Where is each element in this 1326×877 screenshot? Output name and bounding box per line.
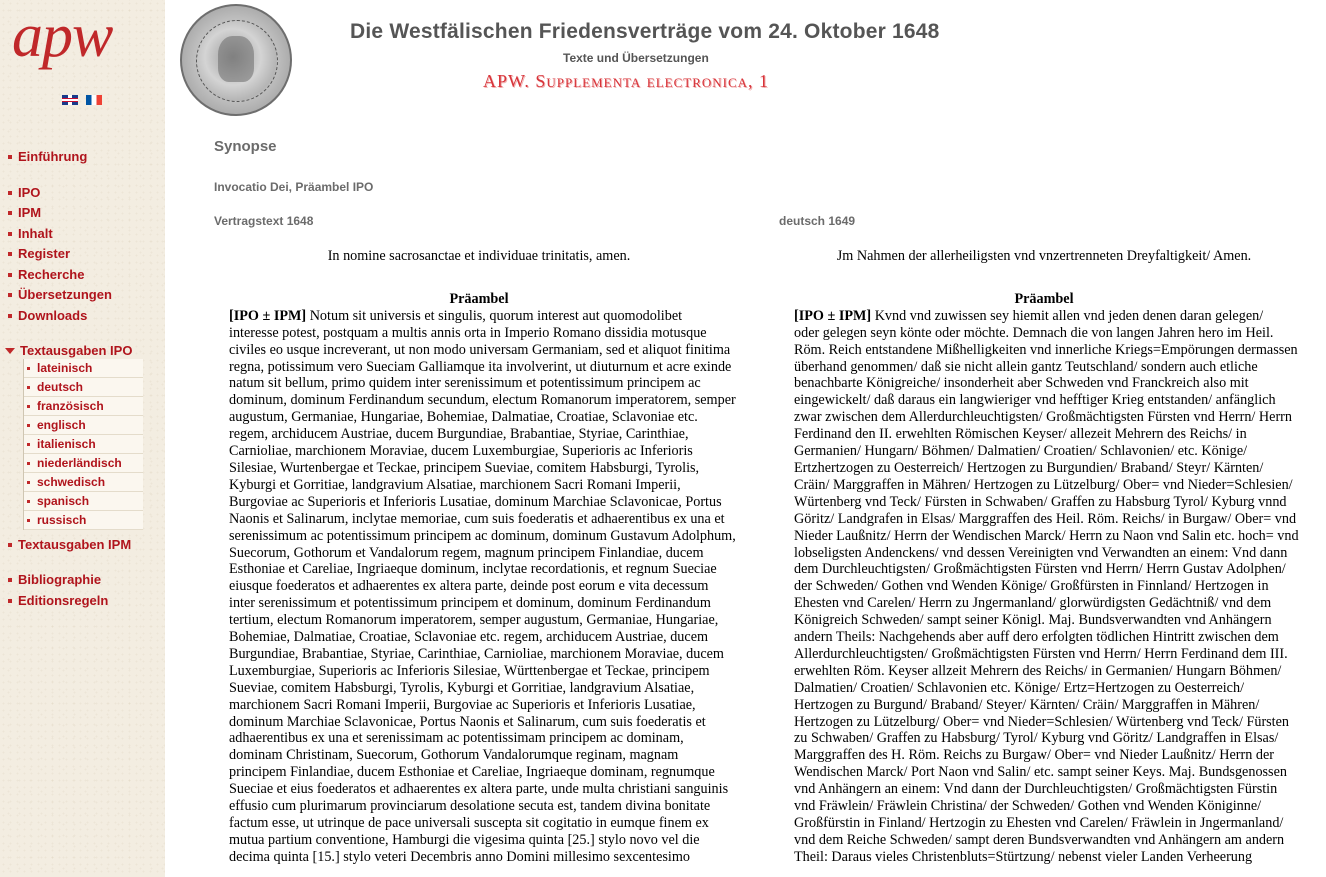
bullet-icon <box>8 252 12 256</box>
nav-ipm[interactable]: IPM <box>8 205 41 221</box>
text-line: Ehesten vnd Carelen/ Herrn zu Jngermanland/ glorwürdigsten Gedächtniß/ vnd dem <box>794 595 1272 612</box>
text-line: natum sit bellum, primo quidem inter serenissimum et potentissimum principem ac <box>229 375 701 392</box>
text-line: Germanien/ Hungarn/ Böhmen/ Dalmatien/ Croatien/ Schlavonien/ etc. Könige/ <box>794 443 1248 460</box>
sub-item-lateinisch[interactable]: lateinisch <box>24 359 143 378</box>
text-line: zwar zwischen dem Allerdurchleuchtigsten/ Großmächtigsten Fürsten vnd Herrn/ Herrn <box>794 409 1292 426</box>
subsection-title: Invocatio Dei, Präambel IPO <box>214 180 374 194</box>
series-title: APW. Supplementa electronica, 1 <box>483 71 770 91</box>
preamble-heading-german: Präambel <box>1014 290 1074 307</box>
text-line: Königreich Schweden/ sampt seiner Königl. Maj. Bundsverwandten vnd Anhängern <box>794 612 1272 629</box>
bullet-icon <box>27 424 30 427</box>
text-line: Burgundiae, Brabantiae, Styriae, Carinthiae, Carnioliae, marchionem Moraviae, ducem <box>229 645 724 662</box>
text-line: Würtenberg vnd Teck/ Fürsten in Schwaben/ Graffen zu Habsburg Tyrol/ Kyburg vnnd <box>794 493 1287 510</box>
seal-image <box>180 4 292 116</box>
french-flag-icon[interactable] <box>86 95 102 105</box>
text-line: principem Finlandiae, ducem Esthoniae et Careliae, Ingriaeque dominam, regnumque <box>229 764 715 781</box>
text-line: dominam Christinam, Suecorum, Gothorum Vandalorumque reginam, magnam <box>229 747 679 764</box>
text-line: vnd dem Reiche Schweden/ sampt deren Bundsverwandten vnd Anhängern am andern <box>794 831 1285 848</box>
sub-item-russisch[interactable]: russisch <box>24 511 143 530</box>
text-line: vnd Fräwlein/ Fräwlein Christina/ der Schweden/ Gothen vnd Wenden Königinne/ <box>794 798 1262 815</box>
text-line: regem, archiducem Austriae, ducem Burgundiae, Brabantiae, Styriae, Carinthiae, <box>229 426 689 443</box>
text-line: Kyburgi et Gorritiae, landgravium Alsatiae, marchionem Sacri Romani Imperii, <box>229 476 681 493</box>
text-line: inter serenissimum et potentissimum principem et dominum, dominum Ferdinandum <box>229 595 711 612</box>
text-line: regna, potissimum vero Sueciam Galliamque ita involverint, ut diuturnum et acre exinde <box>229 358 732 375</box>
text-line: Luxemburgiae, Superioris ac Inferioris Silesiae, Württenbergae et Teckae, principem <box>229 662 710 679</box>
bullet-icon <box>8 155 12 159</box>
preamble-text-latin <box>214 308 744 866</box>
section-title: Synopse <box>214 138 277 155</box>
bullet-icon <box>27 405 30 408</box>
text-line: Burgoviae ac Superioris et Inferioris Lusatiae, dominum Marchiae Sclavonicae, Portus <box>229 493 722 510</box>
nav-inhalt[interactable]: Inhalt <box>8 226 53 242</box>
apw-logo[interactable]: apw <box>12 2 113 70</box>
text-line: Naonis et Salinarum, inclytae memoriae, cum suis foederatis et adhaerentibus ex una et <box>229 510 725 527</box>
text-line: Ferdinand den II. erwehlten Römischen Keyser/ allezeit Mehrern des Reichs/ in <box>794 426 1247 443</box>
textausgaben-ipo-sublist <box>23 359 143 530</box>
triangle-down-icon <box>5 348 15 354</box>
text-line: zu Schwaben/ Graffen zu Habsburg/ Tyrol/ Kyburg vnd Göritz/ Landgraffen in Elsas/ <box>794 730 1279 747</box>
text-line: Bohemiae, Dalmatiae, Croatiae, Sclavoniae etc. regem, archiducem Austriae, ducem <box>229 629 709 646</box>
text-line: decima quinta [15.] stylo veteri Decembris anno Domini millesimo sexcentesimo <box>229 848 690 865</box>
right-column-header: deutsch 1649 <box>779 214 856 228</box>
sub-item-englisch[interactable]: englisch <box>24 416 143 435</box>
text-line: mutua partium conventione, Hamburgi die vigesima quinta [25.] stylo novo vel die <box>229 831 700 848</box>
bullet-icon <box>8 232 12 236</box>
text-line: adhaerentibus ex una et serenissimam ac potentissimam principem ac dominam, <box>229 730 684 747</box>
english-flag-icon[interactable] <box>62 95 78 105</box>
sub-item-spanisch[interactable]: spanisch <box>24 492 143 511</box>
bullet-icon <box>27 519 30 522</box>
bullet-icon <box>8 314 12 318</box>
bullet-icon <box>27 481 30 484</box>
bullet-icon <box>8 273 12 277</box>
text-line: Suecorum, Gothorum et Vandalorum regem, magnum principem Finlandiae, ducem <box>229 544 704 561</box>
text-line: Theil: Daraus vieles Christenbluts=Stürtzung/ nebenst vieler Landen Verheerung <box>794 848 1253 865</box>
text-line: civiles eo usque increverant, ut non modo universam Germaniam, sed et aliquot finitima <box>229 341 731 358</box>
text-line: überhand genommen/ daß sie nicht allein gantz Teutschland/ sondern auch etliche <box>794 358 1258 375</box>
text-line: effusio cum plurimarum provinciarum desolatione secuta est, tandem divina bonitate <box>229 798 711 815</box>
ipo-ipm-marker: [IPO ± IPM] <box>229 307 307 324</box>
text-line: Esthoniae et Careliae, Ingriaeque dominum, inclytae recordationis, et regnum Sueciae <box>229 561 717 578</box>
text-line: Cräin/ Marggraffen in Mähren/ Hertzogen zu Lützelburg/ Ober= vnd Nieder=Schlesien/ <box>794 476 1293 493</box>
text-line: Nieder Laußnitz/ Herrn der Wendischen Marck/ Herrn zu Naon vnd Salin etc. hoch= vnd <box>794 527 1299 544</box>
page-subtitle: Texte und Übersetzungen <box>563 51 709 65</box>
nav-textausgaben-ipm[interactable]: Textausgaben IPM <box>8 537 131 553</box>
nav-einfuehrung[interactable]: Einführung <box>8 149 87 165</box>
bullet-icon <box>27 367 30 370</box>
nav-register[interactable]: Register <box>8 246 70 262</box>
bullet-icon <box>8 599 12 603</box>
sub-item-franzoesisch[interactable]: französisch <box>24 397 143 416</box>
text-line: Göritz/ Landgrafen in Elsas/ Marggraffen des Heil. Röm. Reichs/ in Burgaw/ Ober= vnd <box>794 510 1297 527</box>
sub-item-deutsch[interactable]: deutsch <box>24 378 143 397</box>
text-line: lobseligsten Andenckens/ vnd dessen Vereinigten vnd Verwandten an einem: Vnd dann <box>794 544 1288 561</box>
text-line: benachbarte Königreiche/ insonderheit aber Schweden vnd Franckreich also mit <box>794 375 1249 392</box>
left-column-header: Vertragstext 1648 <box>214 214 314 228</box>
text-line: vnd Anhängern an einem: Vnd dann der Durchleuchtigsten/ Großmächtigsten Fürstin <box>794 781 1278 798</box>
sub-item-schwedisch[interactable]: schwedisch <box>24 473 143 492</box>
text-line: dominum Marchiae Sclavonicae, Portus Naonis et Salinarum, cum suis foederatis et <box>229 713 706 730</box>
text-line: augustum, Germaniae, Hungariae, Bohemiae, Dalmatiae, Croatiae, Sclavoniae etc. <box>229 409 698 426</box>
nav-downloads[interactable]: Downloads <box>8 308 87 324</box>
ipo-ipm-marker: [IPO ± IPM] <box>794 307 872 324</box>
text-line: tertium, electum Romanorum imperatorem, semper augustum, Germaniae, Hungariae, <box>229 612 719 629</box>
preamble-heading-latin: Präambel <box>449 290 509 307</box>
text-line: Carnioliae, marchionem Moraviae, ducem Luxemburgiae, Superioris ac Inferioris <box>229 443 693 460</box>
text-line: Großfürstin in Finland/ Hertzogin zu Ehesten vnd Carelen/ Fräwlein in Jngermanland/ <box>794 815 1284 831</box>
text-line: dominum, dominum Ferdinandum secundum, electum Romanorum imperatorem, semper <box>229 392 736 409</box>
sub-item-italienisch[interactable]: italienisch <box>24 435 143 454</box>
bullet-icon <box>8 578 12 582</box>
text-line: Hertzogen zu Lützelburg/ Ober= vnd Nieder=Schlesien/ Würtenberg vnd Teck/ Fürsten <box>794 713 1290 730</box>
nav-uebersetzungen[interactable]: Übersetzungen <box>8 287 112 303</box>
text-line: der Schweden/ Gothen vnd Wenden Könige/ Großfürsten in Finnland/ Hertzogen in <box>794 578 1269 595</box>
text-line: Ertzhertzogen zu Oesterreich/ Hertzogen zu Burgundien/ Braband/ Steyr/ Kärnten/ <box>794 459 1264 476</box>
text-line: erwehlten Röm. Keyser allzeit Mehrern des Reichs/ in Germanien/ Hungarn Böhmen/ <box>794 662 1282 679</box>
bullet-icon <box>27 443 30 446</box>
bullet-icon <box>27 386 30 389</box>
text-line: Allerdurchleuchtigsten/ Großmächtigsten Fürsten vnd Herrn/ Herrn Ferdinand dem III. <box>794 645 1288 662</box>
text-line: serenissimum ac potentissimum principem ac dominum, dominum Gustavum Adolphum, <box>229 527 736 544</box>
text-line: Silesiae, Wurtenbergae et Teckae, principem Sueviae, comitem Habsburgi, Tyrolis, <box>229 459 700 476</box>
text-line: Kvnd vnd zuwissen sey hiemit allen vnd jeden denen daran gelegen/ <box>874 307 1264 324</box>
text-line: Sueviae, comitem Habsburgi, Tyrolis, Kyburgi et Gorritiae, landgravium Alsatiae, <box>229 679 695 696</box>
text-line: factum esse, ut utrinque de pace universali suscepta sit cogitatio in eumque finem ex <box>229 815 709 831</box>
nav-recherche[interactable]: Recherche <box>8 267 84 283</box>
bullet-icon <box>27 462 30 465</box>
nav-bibliographie[interactable]: Bibliographie <box>8 572 101 588</box>
bullet-icon <box>8 211 12 215</box>
text-line: andern Theils: Nachgehends aber auff dero erfolgten tödlichen Hintritt zwischen dem <box>794 629 1279 646</box>
text-line: Notum sit universis et singulis, quorum interest aut quomodolibet <box>309 307 683 324</box>
text-line: oder gelegen seyn könte oder möchte. Demnach die von langen Jahren hero im Heil. <box>794 324 1274 341</box>
nav-textausgaben-ipo[interactable]: Textausgaben IPO <box>8 343 132 359</box>
text-line: Wendischen Marck/ Port Naon vnd Salin/ etc. sampt seiner Keys. Maj. Bundsgenossen <box>794 764 1287 781</box>
invocatio-german: Jm Nahmen der allerheiligsten vnd vnzertrenneten Dreyfaltigkeit/ Amen. <box>836 248 1252 264</box>
invocatio-latin: In nomine sacrosanctae et individuae trinitatis, amen. <box>327 248 631 264</box>
text-line: Dalmatien/ Croatien/ Schlavonien etc. Könige/ Ertz=Hertzogen zu Oesterreich/ <box>794 679 1245 696</box>
text-line: interesse potest, postquam a multis annis orta in Imperio Romano dissidia motusque <box>229 324 707 341</box>
bullet-icon <box>8 191 12 195</box>
preamble-text-german <box>779 308 1309 866</box>
text-line: eingewickelt/ daß daraus ein langwieriger vnd hefftiger Krieg entstanden/ anfänglich <box>794 392 1276 409</box>
sub-item-niederlaendisch[interactable]: niederländisch <box>24 454 143 473</box>
text-line: Röm. Reich entstandene Mißhelligkeiten vnd innerliche Kriegs=Empörungen dermassen <box>794 341 1298 358</box>
text-line: Marggraffen des H. Röm. Reichs zu Burgaw/ Ober= vnd Nieder Laußnitz/ Herrn der <box>794 747 1274 764</box>
latin-text-column <box>214 248 744 866</box>
bullet-icon <box>8 543 12 547</box>
text-line: Sueciae et eius foederatos et adhaerentes ex altera parte, unde multa christiani sanguinis <box>229 781 729 798</box>
nav-ipo[interactable]: IPO <box>8 185 40 201</box>
text-line: marchionem Sacri Romani Imperii, Burgoviae ac Superioris et Inferioris Lusatiae, <box>229 696 696 713</box>
sidebar <box>0 0 165 877</box>
nav-editionsregeln[interactable]: Editionsregeln <box>8 593 108 609</box>
german-text-column <box>779 248 1309 866</box>
bullet-icon <box>27 500 30 503</box>
text-line: Hertzogen zu Burgund/ Braband/ Steyer/ Kärnten/ Cräin/ Marggraffen in Mähren/ <box>794 696 1260 713</box>
page-title: Die Westfälischen Friedensverträge vom 24. Oktober 1648 <box>350 20 940 43</box>
bullet-icon <box>8 293 12 297</box>
text-line: dem Durchleuchtigsten/ Großmächtigsten Fürsten vnd Herrn/ Herrn Gustav Adolphen/ <box>794 561 1286 578</box>
text-line: eiusque foederatos et adhaerentes ex altera parte, deinde post eorum e vita decessum <box>229 578 709 595</box>
